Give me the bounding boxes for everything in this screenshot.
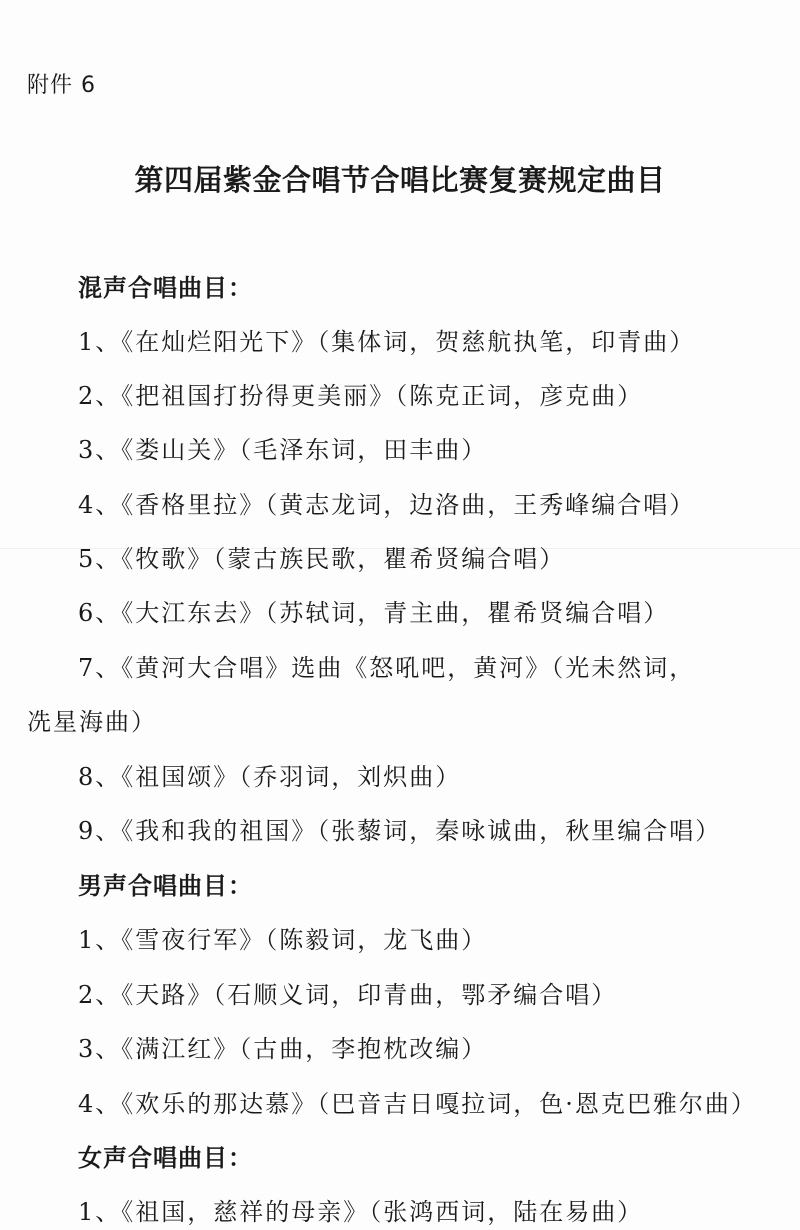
list-item: 6、《大江东去》（苏轼词，青主曲，瞿希贤编合唱）	[78, 599, 670, 627]
list-item: 2、《天路》（石顺义词，印青曲，鄂矛编合唱）	[78, 981, 618, 1009]
list-item: 7、《黄河大合唱》选曲《怒吼吧，黄河》（光未然词，	[78, 654, 696, 682]
list-item: 1、《祖国，慈祥的母亲》（张鸿西词，陆在易曲）	[78, 1198, 644, 1226]
list-item: 3、《满江红》（古曲，李抱枕改编）	[78, 1035, 488, 1063]
list-item: 2、《把祖国打扮得更美丽》（陈克正词，彦克曲）	[78, 382, 644, 410]
list-item: 9、《我和我的祖国》（张藜词，秦咏诚曲，秋里编合唱）	[78, 817, 722, 845]
female-choir-heading: 女声合唱曲目：	[78, 1144, 253, 1172]
document-title: 第四届紫金合唱节合唱比赛复赛规定曲目	[134, 163, 666, 197]
list-item: 3、《娄山关》（毛泽东词，田丰曲）	[78, 436, 488, 464]
list-item-continuation: 冼星海曲）	[27, 708, 157, 736]
attachment-label: 附件 6	[27, 73, 96, 98]
list-item: 1、《雪夜行军》（陈毅词，龙飞曲）	[78, 926, 488, 954]
list-item: 4、《香格里拉》（黄志龙词，边洛曲，王秀峰编合唱）	[78, 491, 696, 519]
list-item: 1、《在灿烂阳光下》（集体词，贺慈航执笔，印青曲）	[78, 328, 696, 356]
list-item: 8、《祖国颂》（乔羽词，刘炽曲）	[78, 763, 462, 791]
mixed-choir-heading: 混声合唱曲目：	[78, 274, 253, 302]
list-item: 4、《欢乐的那达慕》（巴音吉日嘎拉词，色·恩克巴雅尔曲）	[78, 1090, 757, 1118]
male-choir-heading: 男声合唱曲目：	[78, 872, 253, 900]
list-item: 5、《牧歌》（蒙古族民歌，瞿希贤编合唱）	[78, 545, 566, 573]
